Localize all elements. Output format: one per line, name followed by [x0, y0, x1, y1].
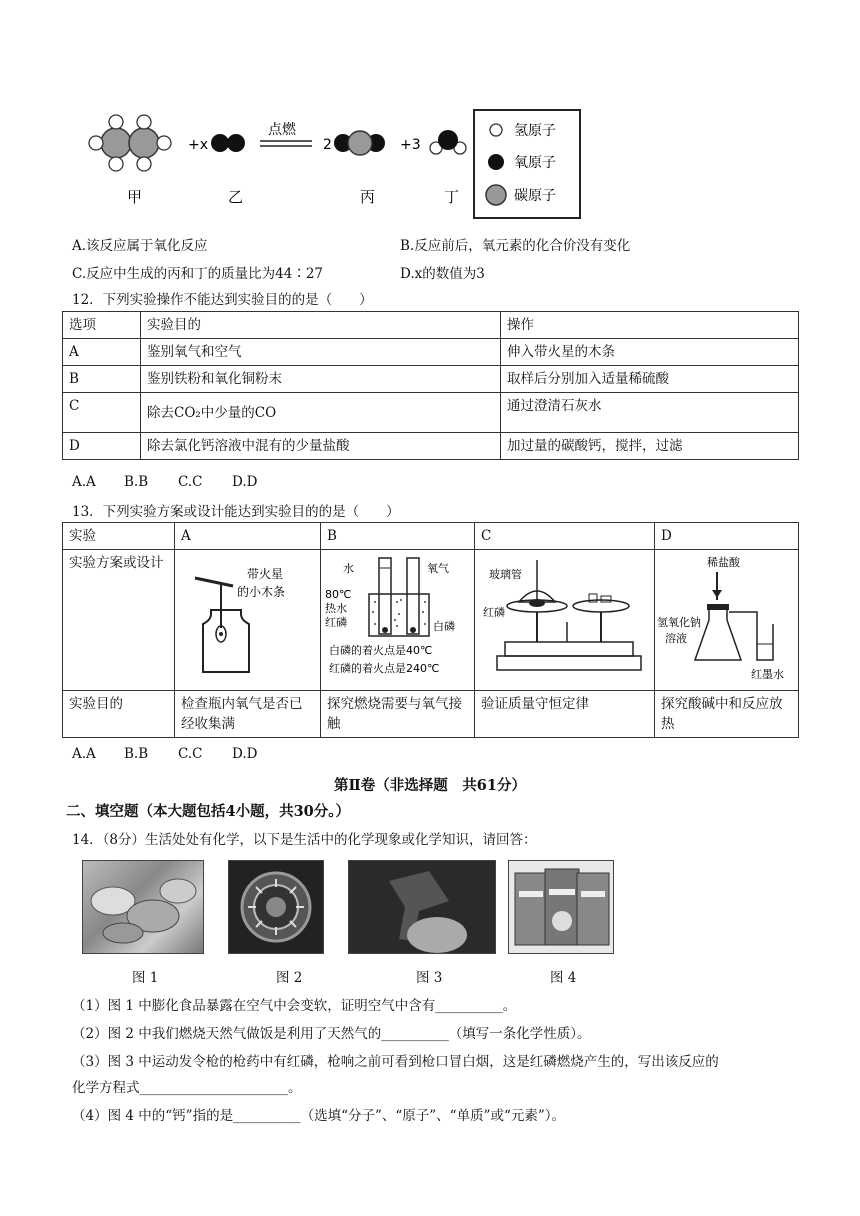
q12-table	[62, 311, 799, 460]
label-oxygen: 氧气	[427, 562, 449, 575]
q13-header: D	[655, 523, 799, 550]
q12-header-operation: 操作	[501, 312, 799, 339]
q12-cell: C	[63, 393, 141, 433]
q12-answer-b: B.B	[124, 474, 149, 490]
q14-part3-line1: （3）图 3 中运动发令枪的枪药中有红磷，枪响之前可看到枪口冒白烟，这是红磷燃烧产生的，写出该反应的	[72, 1054, 719, 1070]
fill-section-title: 二、填空题（本大题包括4小题，共30分。）	[66, 803, 351, 820]
label-jia: 甲	[127, 188, 143, 206]
bottle-diagram	[175, 550, 319, 684]
q11-option-b: B.反应前后，氧元素的化合价没有变化	[400, 238, 631, 254]
figure-1-caption: 图 1	[132, 970, 159, 986]
label-note2: 红磷的着火点是240℃	[329, 662, 440, 675]
figure-4-caption: 图 4	[550, 970, 577, 986]
hydrogen-atom-icon	[490, 124, 502, 136]
q14-part2: （2）图 2 中我们燃烧天然气做饭是利用了天然气的__________（填写一条化学性质）。	[72, 1026, 591, 1042]
legend-hydrogen: 氢原子	[514, 123, 556, 139]
q13-answer-a: A.A	[72, 746, 96, 762]
q12-header-goal: 实验目的	[141, 312, 501, 339]
molecule-yi	[211, 134, 245, 152]
q11-option-a: A.该反应属于氧化反应	[72, 238, 208, 254]
balance-diagram	[475, 550, 653, 684]
q13-diagram-b-cell	[321, 550, 475, 691]
carbon-atom-icon	[486, 185, 506, 205]
coef-2: 2	[323, 137, 332, 153]
figure-3-image	[348, 860, 496, 954]
molecule-bing	[334, 131, 385, 155]
molecule-ding	[430, 130, 466, 154]
label-ding: 丁	[444, 188, 460, 206]
label-ink: 红墨水	[751, 668, 784, 681]
label-white-p: 白磷	[433, 620, 455, 633]
figure-1-image	[82, 860, 204, 954]
label-note1: 白磷的着火点是40℃	[329, 644, 433, 657]
label-naoh-1: 氢氧化钠	[657, 616, 701, 629]
label-glass-tube: 玻璃管	[489, 568, 522, 581]
label-acid: 稀盐酸	[707, 556, 740, 569]
label-bing: 丙	[360, 188, 376, 206]
q14-stem: 14．（8分）生活处处有化学，以下是生活中的化学现象或化学知识，请回答：	[72, 832, 537, 848]
label-splint-1: 带火星	[247, 567, 284, 581]
q13-goal-a: 检查瓶内氧气是否已经收集满	[175, 691, 321, 738]
q13-diagram-c-cell	[475, 550, 655, 691]
oxygen-atom-icon	[488, 154, 504, 170]
q13-diagram-d-cell	[655, 550, 799, 691]
label-naoh-2: 溶液	[665, 632, 687, 645]
plus-3: +3	[400, 137, 421, 153]
table-row	[63, 523, 799, 550]
q12-header-option: 选项	[63, 312, 141, 339]
q13-goal-d: 探究酸碱中和反应放热	[655, 691, 799, 738]
q13-goal-label: 实验目的	[63, 691, 175, 738]
q13-goal-b: 探究燃烧需要与氧气接触	[321, 691, 475, 738]
figure-2-image	[228, 860, 324, 954]
neutralization-diagram	[655, 550, 797, 684]
combustion-diagram	[321, 550, 473, 684]
label-hot-water: 热水	[325, 602, 347, 615]
q14-part3-line2: 化学方程式______________________。	[72, 1080, 302, 1096]
reaction-diagram	[80, 100, 600, 230]
q14-part4: （4）图 4 中的“钙”指的是__________（选填“分子”、“原子”、“单质”或“元素”）。	[72, 1108, 566, 1124]
label-red-p-c: 红磷	[483, 606, 505, 619]
q13-table	[62, 522, 799, 738]
table-row	[63, 691, 799, 738]
q12-cell: 鉴别氧气和空气	[141, 339, 501, 366]
q12-cell: 取样后分别加入适量稀硫酸	[501, 366, 799, 393]
part2-title: 第Ⅱ卷（非选择题 共61分）	[334, 777, 526, 794]
q12-cell: B	[63, 366, 141, 393]
q13-header: C	[475, 523, 655, 550]
q13-scheme-label: 实验方案或设计	[63, 550, 175, 691]
legend-carbon: 碳原子	[514, 188, 556, 204]
q13-goal-c: 验证质量守恒定律	[475, 691, 655, 738]
table-row	[63, 339, 799, 366]
q12-cell: A	[63, 339, 141, 366]
figure-3-caption: 图 3	[416, 970, 443, 986]
q12-stem: 12．下列实验操作不能达到实验目的的是（ ）	[72, 292, 373, 308]
legend-oxygen: 氧原子	[514, 155, 556, 171]
figure-4-image	[508, 860, 614, 954]
q13-answer-c: C.C	[178, 746, 203, 762]
label-water: 水	[343, 562, 354, 575]
q12-cell: 鉴别铁粉和氧化铜粉末	[141, 366, 501, 393]
q14-part1: （1）图 1 中膨化食品暴露在空气中会变软，证明空气中含有__________。	[72, 998, 517, 1014]
molecule-jia	[89, 115, 171, 171]
q12-cell: 加过量的碳酸钙，搅拌，过滤	[501, 433, 799, 460]
figure-2-caption: 图 2	[276, 970, 303, 986]
q12-cell: 除去氯化钙溶液中混有的少量盐酸	[141, 433, 501, 460]
label-red-p: 红磷	[325, 616, 347, 629]
q12-cell: 除去CO₂中少量的CO	[141, 393, 501, 433]
q12-cell: 通过澄清石灰水	[501, 393, 799, 433]
table-row	[63, 433, 799, 460]
table-row	[63, 393, 799, 433]
table-row	[63, 550, 799, 691]
q13-diagram-a-cell	[175, 550, 321, 691]
q12-answer-a: A.A	[72, 474, 96, 490]
label-temp: 80℃	[325, 588, 352, 601]
q13-stem: 13．下列实验方案或设计能达到实验目的的是（ ）	[72, 504, 400, 520]
label-splint-2: 的小木条	[237, 585, 286, 599]
plus-x: +x	[188, 137, 209, 153]
q13-header: 实验	[63, 523, 175, 550]
q12-cell: D	[63, 433, 141, 460]
q12-answer-c: C.C	[178, 474, 203, 490]
q13-answer-d: D.D	[232, 746, 258, 762]
table-row	[63, 366, 799, 393]
q13-header: B	[321, 523, 475, 550]
q12-answer-d: D.D	[232, 474, 258, 490]
q12-cell: 伸入带火星的木条	[501, 339, 799, 366]
label-yi: 乙	[228, 188, 244, 206]
q11-option-d: D.x的数值为3	[400, 266, 485, 282]
q13-answer-b: B.B	[124, 746, 149, 762]
table-row	[63, 312, 799, 339]
q13-header: A	[175, 523, 321, 550]
reaction-condition: 点燃	[268, 122, 296, 138]
q11-option-c: C.反应中生成的丙和丁的质量比为44∶27	[72, 266, 323, 282]
